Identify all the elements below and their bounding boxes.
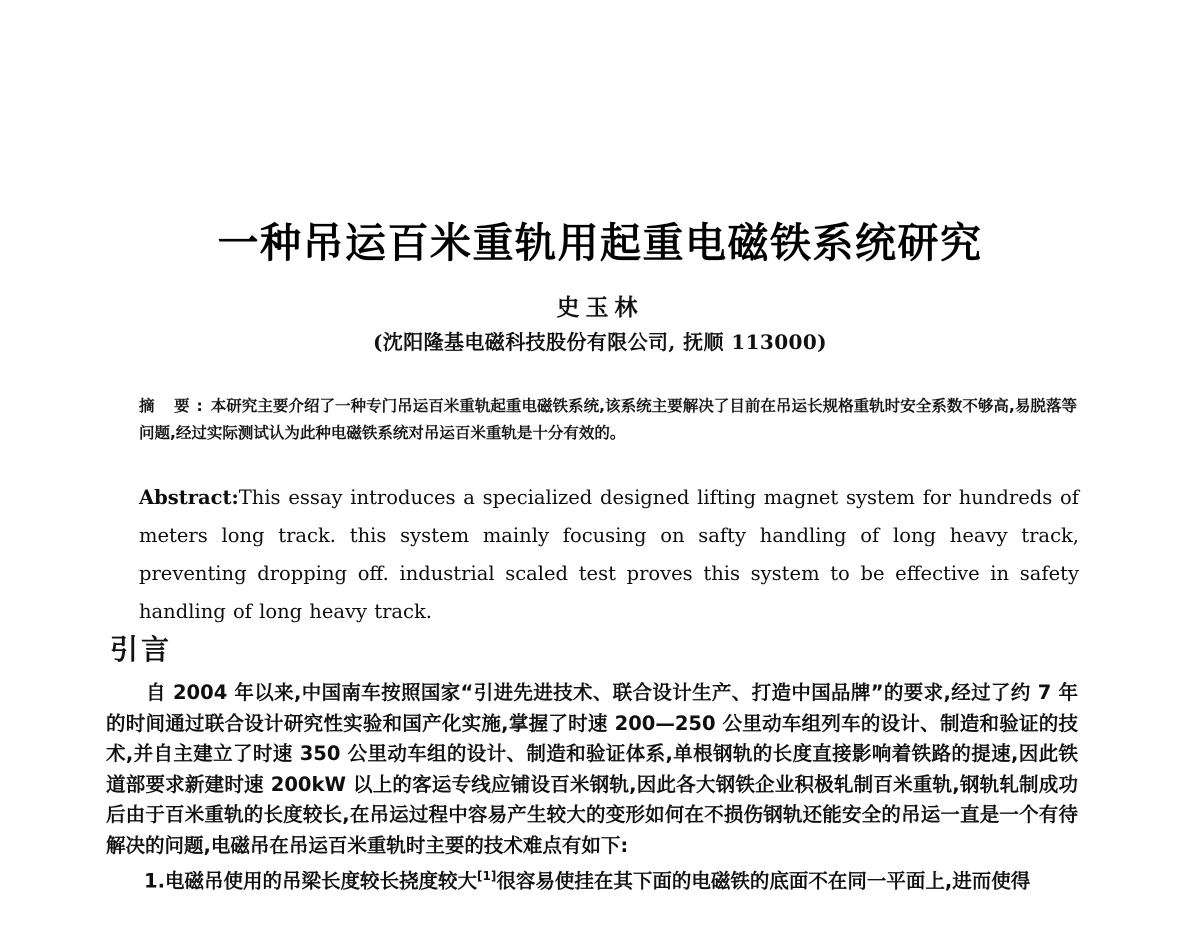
english-abstract-label: Abstract: (139, 486, 239, 509)
section-body-introduction (106, 678, 1078, 897)
english-abstract-text: This essay introduces a specialized designed lifting magnet system for hundreds of meters long track. this system mainly focusing on safty handling of long heavy track, preventing dropping off. industrial scaled test proves this system to be effective in safety handling of long heavy track. (139, 486, 1079, 623)
list-item (106, 861, 1078, 897)
english-abstract (139, 479, 1079, 631)
author-name: 史玉林 (556, 294, 644, 321)
section-heading-introduction: 引言 (110, 633, 173, 667)
list-item-text-before-citation: 电磁吊使用的吊梁长度较长挠度较大 (164, 869, 477, 893)
list-item-text-after-citation: 很容易使挂在其下面的电磁铁的底面不在同一平面上,进而使得 (496, 869, 1031, 893)
body-paragraph: 自 2004 年以来,中国南车按照国家“引进先进技术、联合设计生产、打造中国品牌”的要求,经过了约 7 年的时间通过联合设计研究性实验和国产化实施,掌握了时速 200—250 公里动车组列车的设计、制造和验证的技术,并自主建立了时速 350 公里动车组的设计、制造和验证体系,单根钢轨的长度直接影响着铁路的提速,因此铁道部要求新建时速 200kW 以上的客运专线应铺设百米钢轨,因此各大钢铁企业积极轧制百米重轨,钢轨轧制成功后由于百米重轨的长度较长,在吊运过程中容易产生较大的变形如何在不损伤钢轨还能安全的吊运一直是一个有待解决的问题,电磁吊在吊运百米重轨时主要的技术难点有如下: (106, 681, 1078, 857)
citation-reference: [1] (477, 869, 497, 883)
chinese-abstract-label: 摘 要: (139, 397, 210, 415)
page-title: 一种吊运百米重轨用起重电磁铁系统研究 (217, 219, 983, 268)
author-affiliation: (沈阳隆基电磁科技股份有限公司, 抚顺 113000) (372, 330, 828, 354)
chinese-abstract-text: 本研究主要介绍了一种专门吊运百米重轨起重电磁铁系统,该系统主要解决了目前在吊运长规格重轨时安全系数不够高,易脱落等问题,经过实际测试认为此种电磁铁系统对吊运百米重轨是十分有效的。 (139, 397, 1077, 442)
list-item-number: 1. (144, 869, 165, 893)
chinese-abstract (139, 393, 1077, 447)
